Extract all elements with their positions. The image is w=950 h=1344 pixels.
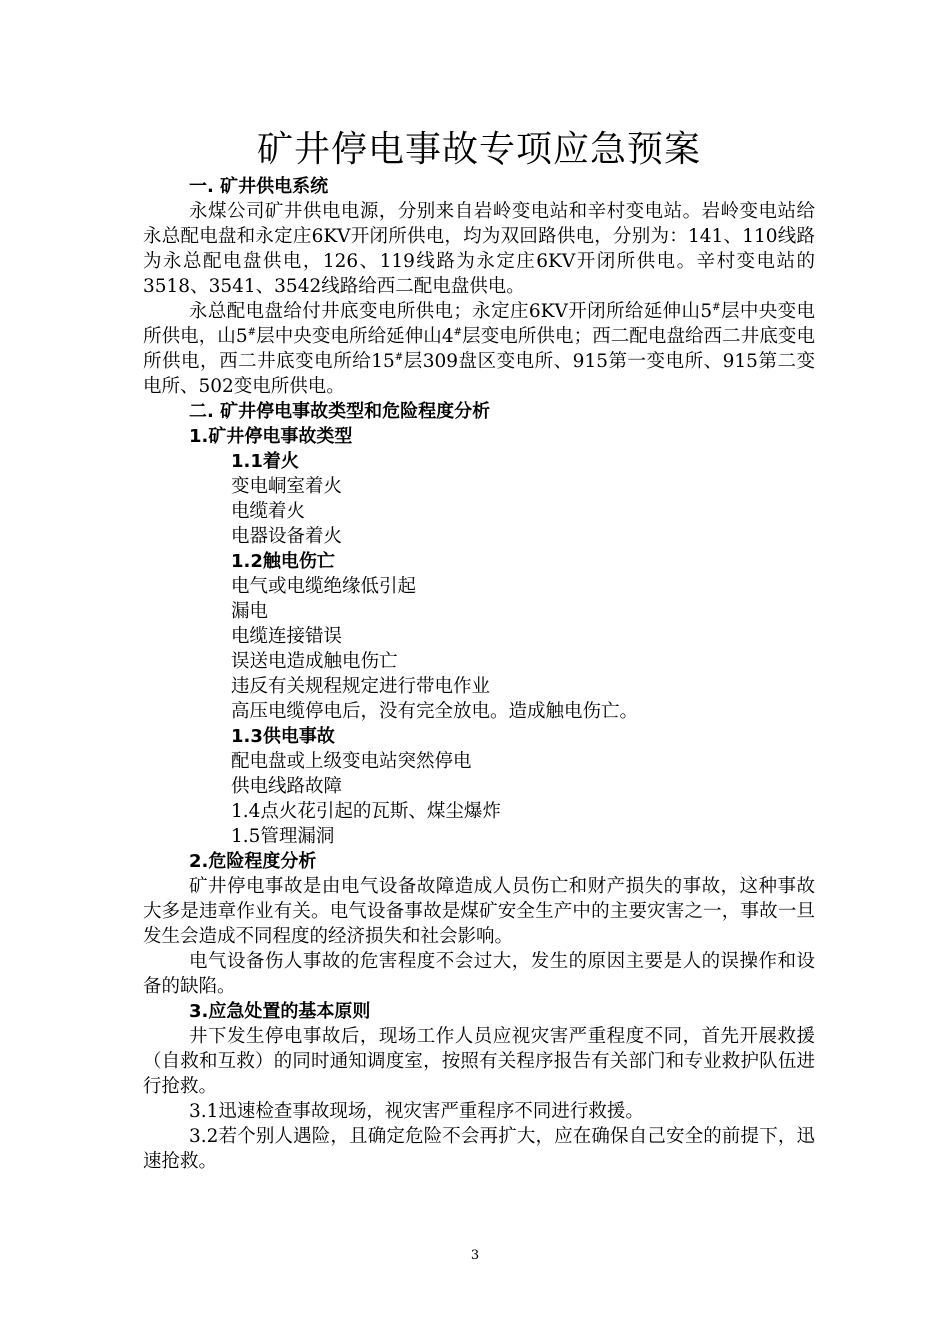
list-item: 配电盘或上级变电站突然停电 (231, 751, 472, 772)
subsection-2-paragraph-2: 电气设备伤人事故的危害程度不会过大，发生的原因主要是人的误操作和设备的缺陷。 (143, 951, 815, 997)
list-item: 变电峒室着火 (231, 476, 343, 497)
page-number: 3 (470, 1248, 480, 1263)
subsection-3-paragraph-1: 井下发生停电事故后，现场工作人员应视灾害严重程度不同，首先开展救援（自救和互救）的同时通知调度室，按照有关程序报告有关部门和专业救护队伍进行抢救。 (143, 1026, 815, 1097)
list-item: 1.5管理漏洞 (231, 826, 335, 847)
document-title: 矿井停电事故专项应急预案 (256, 129, 701, 170)
item-1-1-heading: 1.1着火 (231, 451, 299, 472)
list-item: 漏电 (231, 601, 269, 622)
subsection-3-heading: 3.应急处置的基本原则 (189, 1001, 371, 1022)
item-1-2-heading: 1.2触电伤亡 (231, 551, 335, 572)
list-item: 电缆着火 (231, 501, 306, 522)
list-item: 电缆连接错误 (231, 626, 343, 647)
subsection-2-paragraph-1: 矿井停电事故是由电气设备故障造成人员伤亡和财产损失的事故，这种事故大多是违章作业有关。电气设备事故是煤矿安全生产中的主要灾害之一，事故一旦发生会造成不同程度的经济损失和社会影响。 (143, 876, 815, 947)
subsection-3-paragraph-3: 3.2若个别人遇险，且确定危险不会再扩大，应在确保自己安全的前提下，迅速抢救。 (143, 1126, 815, 1172)
subsection-1-heading: 1.矿井停电事故类型 (189, 426, 353, 447)
subsection-3-paragraph-2: 3.1迅速检查事故现场，视灾害严重程序不同进行救援。 (189, 1101, 644, 1122)
section-2-heading: 二. 矿井停电事故类型和危险程度分析 (189, 401, 491, 422)
subsection-2-heading: 2.危险程度分析 (189, 851, 317, 872)
list-item: 电器设备着火 (231, 526, 343, 547)
list-item: 电气或电缆绝缘低引起 (231, 576, 417, 597)
list-item: 供电线路故障 (231, 776, 343, 797)
section-1-heading: 一. 矿井供电系统 (189, 176, 329, 197)
list-item: 高压电缆停电后，没有完全放电。造成触电伤亡。 (231, 701, 639, 722)
item-1-3-heading: 1.3供电事故 (231, 726, 335, 747)
section-1-paragraph-1: 永煤公司矿井供电电源，分别来自岩岭变电站和辛村变电站。岩岭变电站给永总配电盘和永定庄6KV开闭所供电，均为双回路供电，分别为：141、110线路为永总配电盘供电，126、119线路为永定庄6KV开闭所供电。辛村变电站的3518、3541、3542线路给西二配电盘供电。 (143, 201, 815, 297)
document-page (143, 128, 815, 1174)
list-item: 1.4点火花引起的瓦斯、煤尘爆炸 (231, 801, 501, 822)
list-item: 违反有关规程规定进行带电作业 (231, 676, 491, 697)
list-item: 误送电造成触电伤亡 (231, 651, 398, 672)
section-1-paragraph-2: 永总配电盘给付井底变电所供电；永定庄6KV开闭所给延伸山5#层中央变电所供电，山5#层中央变电所给延伸山4#层变电所供电；西二配电盘给西二井底变电所供电，西二井底变电所给15#层309盘区变电所、915第一变电所、915第二变电所、502变电所供电。 (143, 301, 816, 397)
